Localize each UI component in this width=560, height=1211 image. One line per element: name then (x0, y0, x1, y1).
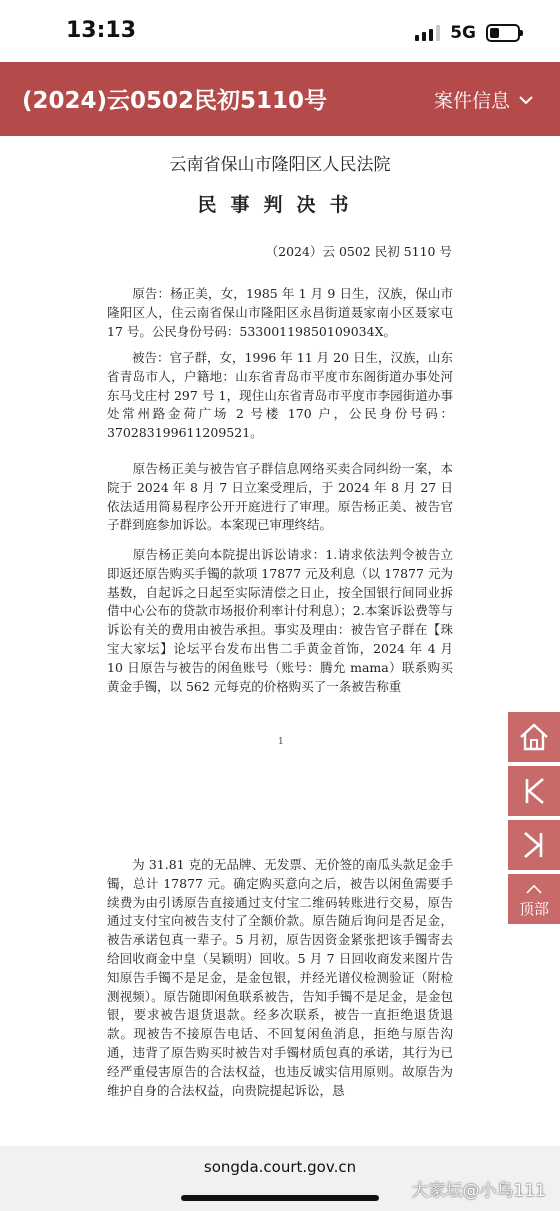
case-info-label: 案件信息 (433, 90, 510, 112)
home-icon (517, 720, 551, 754)
paragraph-claims: 原告杨正美向本院提出诉讼请求：1.请求依法判令被告立即返还原告购买手镯的款项 17877 元及利息（以 17877 元为基数，自起诉之日起至实际清偿之日止，按全国银行间同业拆借中心公布的贷款市场报价利率计付利息）；2.本案诉讼费等与诉讼有关的费用由被告承担。事实及理由：被告官子群在【珠宝大家坛】论坛平台发布出售二手黄金首饰，2024 年 4 月 10 日原告与被告的闲鱼账号（账号：腾允 mama）联系购买黄金手镯，以 562 元每克的价格购买了一条被告称重 (107, 547, 453, 694)
home-indicator[interactable] (181, 1195, 379, 1201)
document-number: （2024）云 0502 民初 5110 号 (265, 244, 452, 259)
back-to-top-button[interactable] (508, 874, 560, 924)
chevron-up-icon (517, 880, 551, 900)
signal-icon (415, 25, 440, 41)
paragraph-facts-continued: 为 31.81 克的无品牌、无发票、无价签的南瓜头款足金手镯，总计 17877 元。确定购买意向之后，被告以闲鱼需要手续费为由引诱原告直接通过支付宝二维码转账进行交易，原告通过支付宝向被告支付了全额价款。原告随后询问是否足金，被告承诺包真一辈子。5 月初，原告因资金紧张把该手镯寄去给回收商金中皇（吴颖明）回收。5 月 7 日回收商发来图片告知原告手镯不是足金，是金包银，并经光谱仪检测验证（附检测视频）。原告随即闲鱼联系被告，告知手镯不是足金，是金包银，要求被告退货退款。经多次联系，被告一直拒绝退货退款。现被告不接原告电话、不回复闲鱼消息，拒绝与原告沟通，违背了原告购买时被告对手镯材质包真的承诺，其行为已经严重侵害原告的合法权益，也违反诚实信用原则。故原告为维护自身的合法权益，向贵院提起诉讼，恳 (107, 857, 453, 1098)
chevron-down-icon (518, 94, 534, 106)
document-title: 民事判决书 (197, 194, 363, 216)
browser-bottom-bar (0, 1146, 560, 1211)
back-to-top-label: 顶部 (518, 899, 549, 918)
paragraph-plaintiff: 原告：杨正美，女，1985 年 1 月 9 日生，汉族，保山市隆阳区人，住云南省保山市隆阳区永昌街道聂家南小区聂家屯 17 号。公民身份号码：53300119850109034X。 (107, 286, 453, 339)
page-number: 1 (278, 737, 284, 747)
status-indicators (415, 22, 520, 44)
previous-icon (517, 774, 551, 808)
case-info-dropdown[interactable] (434, 86, 534, 113)
battery-icon (486, 24, 520, 42)
court-name: 云南省保山市隆阳区人民法院 (169, 155, 391, 175)
previous-page-button[interactable] (508, 766, 560, 816)
status-bar (0, 0, 560, 62)
floating-nav (508, 712, 560, 928)
paragraph-case-summary: 原告杨正美与被告官子群信息网络买卖合同纠纷一案，本院于 2024 年 8 月 7 日立案受理后，于 2024 年 8 月 27 日依法适用简易程序公开开庭进行了审理。原告杨正美、被告官子群到庭参加诉讼。本案现已审理终结。 (107, 461, 453, 533)
watermark: 大家坛@小鸟111 (411, 1181, 546, 1201)
network-label: 5G (450, 23, 476, 43)
home-button[interactable] (508, 712, 560, 762)
status-time: 13:13 (66, 18, 137, 43)
next-icon (517, 828, 551, 862)
paragraph-defendant: 被告：官子群，女，1996 年 11 月 20 日生，汉族，山东省青岛市人，户籍地：山东省青岛市平度市东阁街道办事处河东马戈庄村 297 号 1，现住山东省青岛市平度市李园街道办事处常州路金荷广场 2 号楼 170 户，公民身份号码：370283199611209521。 (107, 350, 453, 441)
url-label[interactable]: songda.court.gov.cn (203, 1158, 357, 1176)
judgment-document (0, 136, 560, 1136)
case-header (0, 62, 560, 136)
next-page-button[interactable] (508, 820, 560, 870)
case-title: (2024)云0502民初5110号 (22, 88, 328, 114)
